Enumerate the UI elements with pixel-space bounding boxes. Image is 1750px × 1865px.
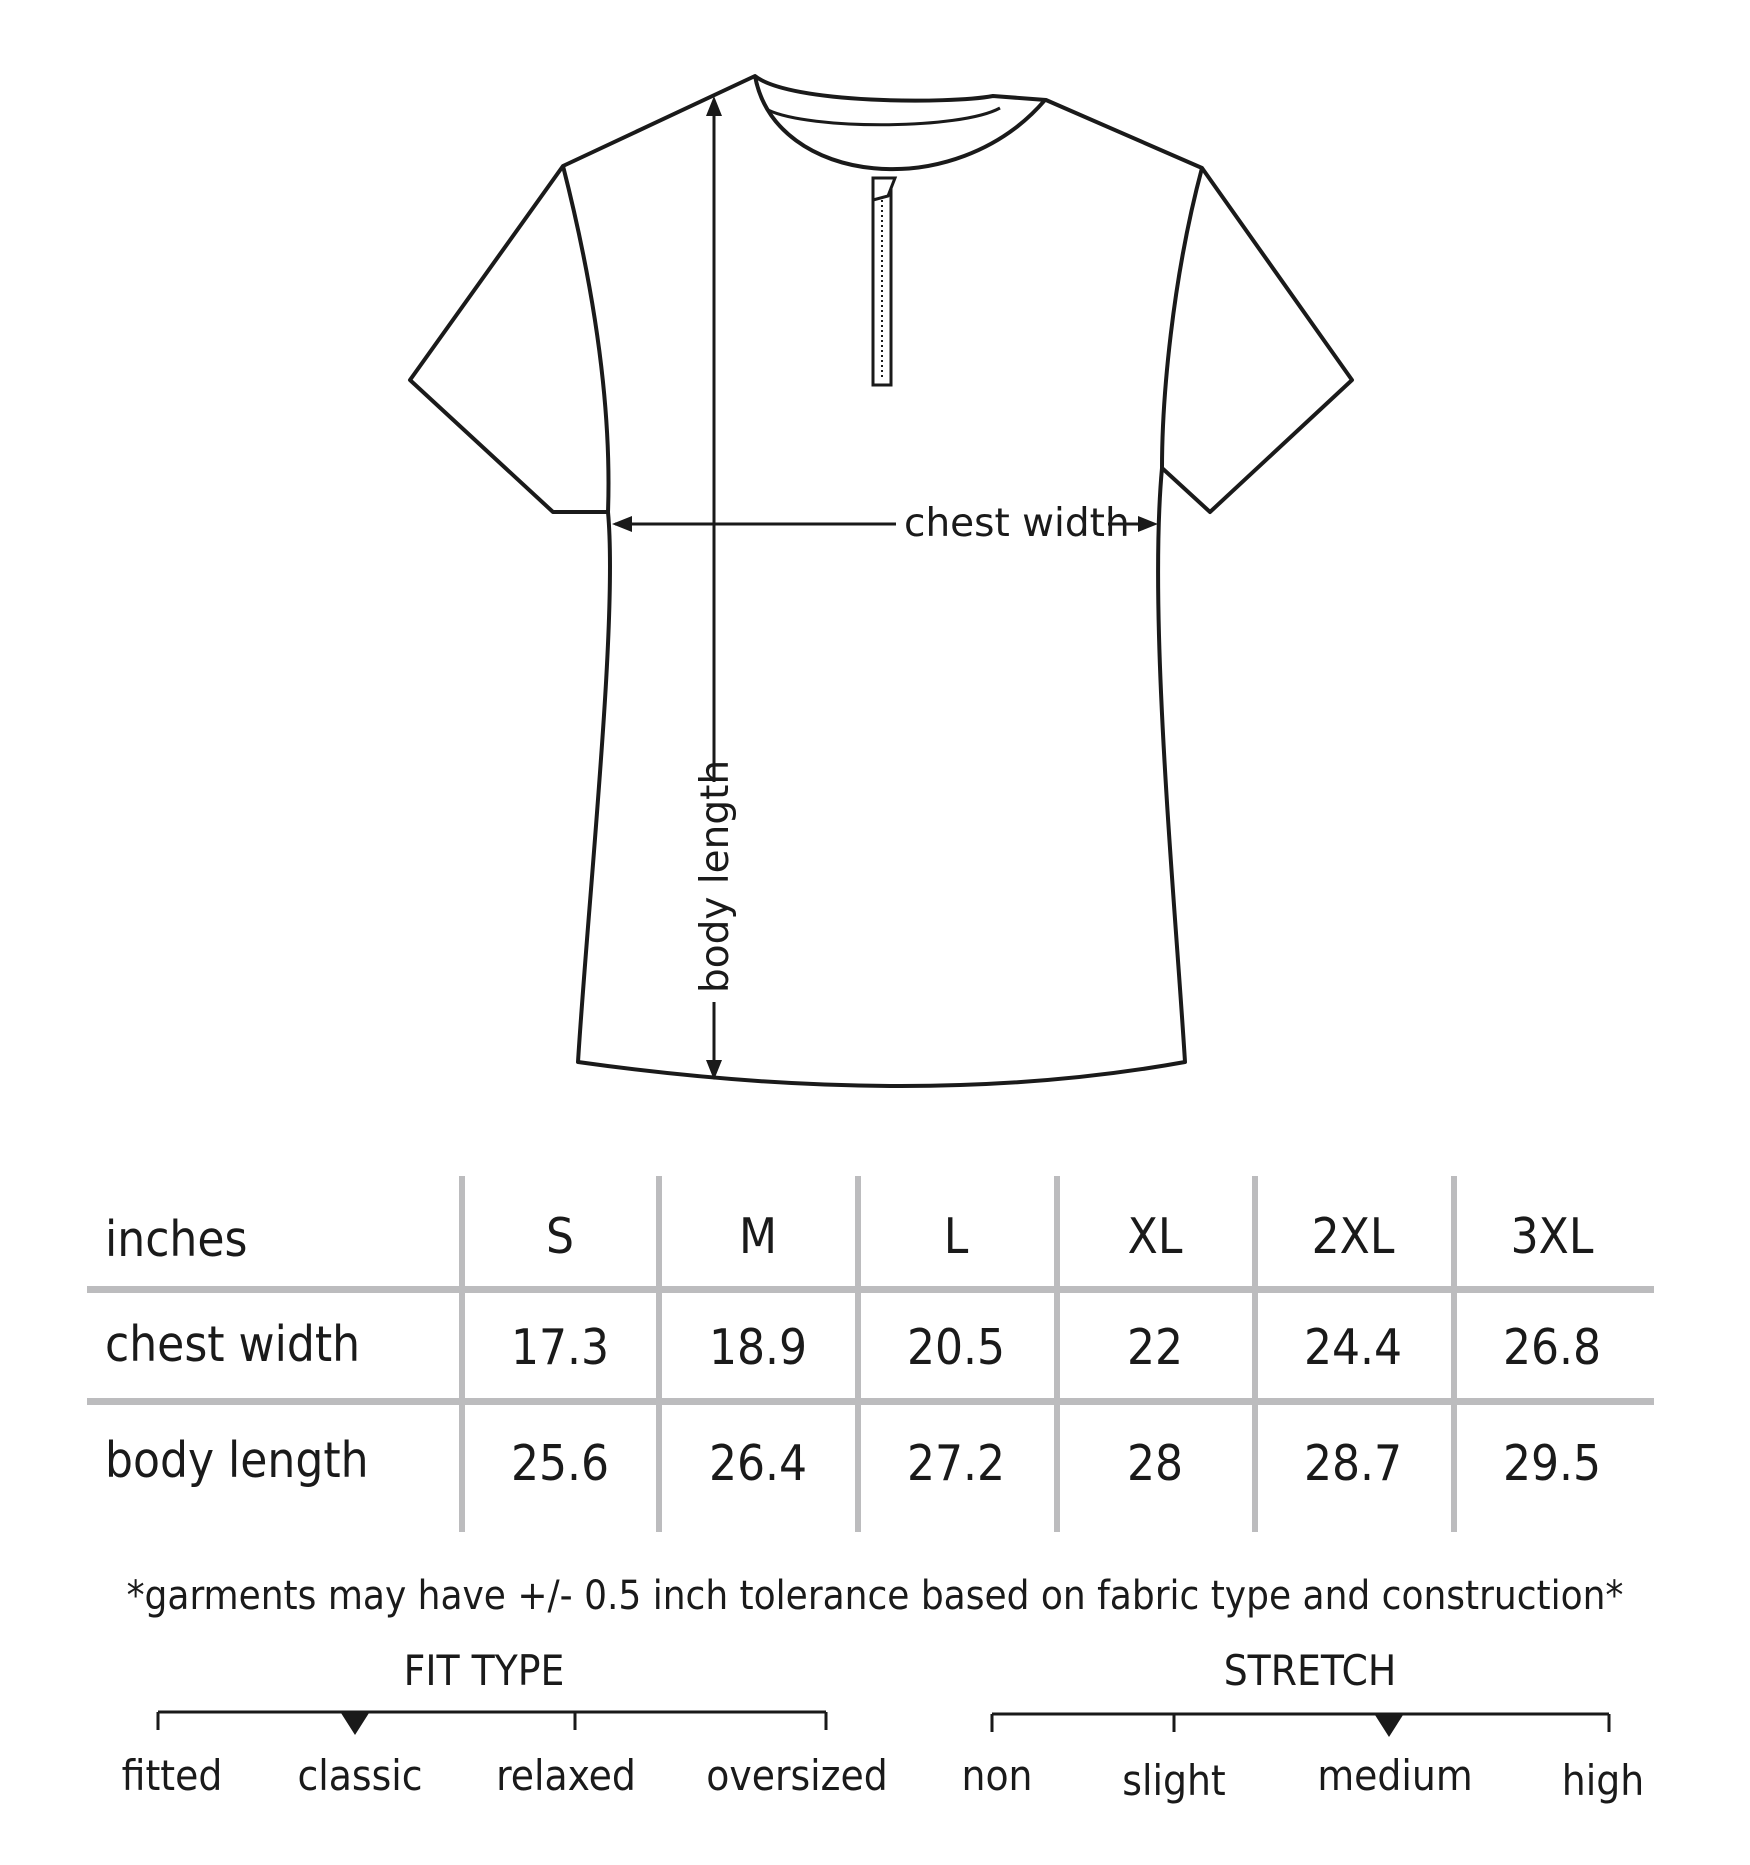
table-divider: [1451, 1176, 1457, 1532]
table-divider: [459, 1176, 465, 1532]
stretch-title: STRETCH: [1223, 1646, 1397, 1695]
table-cell: 17.3: [510, 1319, 610, 1376]
size-header: XL: [1127, 1208, 1183, 1265]
table-cell: 28: [1126, 1435, 1184, 1492]
table-row-divider: [87, 1398, 1654, 1405]
table-cell: 25.6: [510, 1435, 610, 1492]
row-label-chest-width: chest width: [105, 1316, 361, 1373]
fit-option: relaxed: [496, 1751, 636, 1800]
collar-inner: [768, 108, 1000, 125]
left-armhole-seam: [563, 166, 609, 512]
table-divider: [1252, 1176, 1258, 1532]
chest-width-label: chest width: [904, 501, 1130, 546]
size-header: 2XL: [1311, 1208, 1395, 1265]
fit-option: oversized: [706, 1751, 888, 1800]
table-cell: 28.7: [1303, 1435, 1403, 1492]
right-armhole-seam: [1162, 168, 1202, 468]
table-cell: 22: [1126, 1319, 1184, 1376]
fit-option: fitted: [121, 1751, 223, 1800]
table-divider: [855, 1176, 861, 1532]
stretch-scale: [960, 1700, 1620, 1750]
table-row-divider: [87, 1286, 1654, 1293]
table-cell: 20.5: [906, 1319, 1006, 1376]
size-header: 3XL: [1510, 1208, 1594, 1265]
size-header: L: [943, 1208, 969, 1265]
table-divider: [656, 1176, 662, 1532]
stretch-option: medium: [1317, 1751, 1473, 1800]
stretch-marker: [1375, 1715, 1403, 1737]
tolerance-note: *garments may have +/- 0.5 inch tolerance based on fabric type and construction*: [126, 1573, 1624, 1619]
table-cell: 24.4: [1303, 1319, 1403, 1376]
fit-option: classic: [297, 1751, 423, 1800]
zipper: [873, 178, 895, 385]
unit-header: inches: [105, 1211, 248, 1268]
table-cell: 27.2: [906, 1435, 1006, 1492]
stretch-option: high: [1561, 1756, 1645, 1805]
table-cell: 29.5: [1502, 1435, 1602, 1492]
size-header: M: [738, 1208, 778, 1265]
table-cell: 26.4: [708, 1435, 808, 1492]
fit-type-scale: [0, 1700, 880, 1750]
table-divider: [1054, 1176, 1060, 1532]
body-length-label: body length: [693, 759, 738, 993]
table-cell: 26.8: [1502, 1319, 1602, 1376]
size-header: S: [546, 1208, 574, 1265]
stretch-option: slight: [1122, 1756, 1226, 1805]
row-label-body-length: body length: [105, 1432, 369, 1489]
stretch-option: non: [961, 1751, 1033, 1800]
table-cell: 18.9: [708, 1319, 808, 1376]
fit-type-marker: [341, 1713, 369, 1735]
fit-type-title: FIT TYPE: [403, 1646, 565, 1695]
